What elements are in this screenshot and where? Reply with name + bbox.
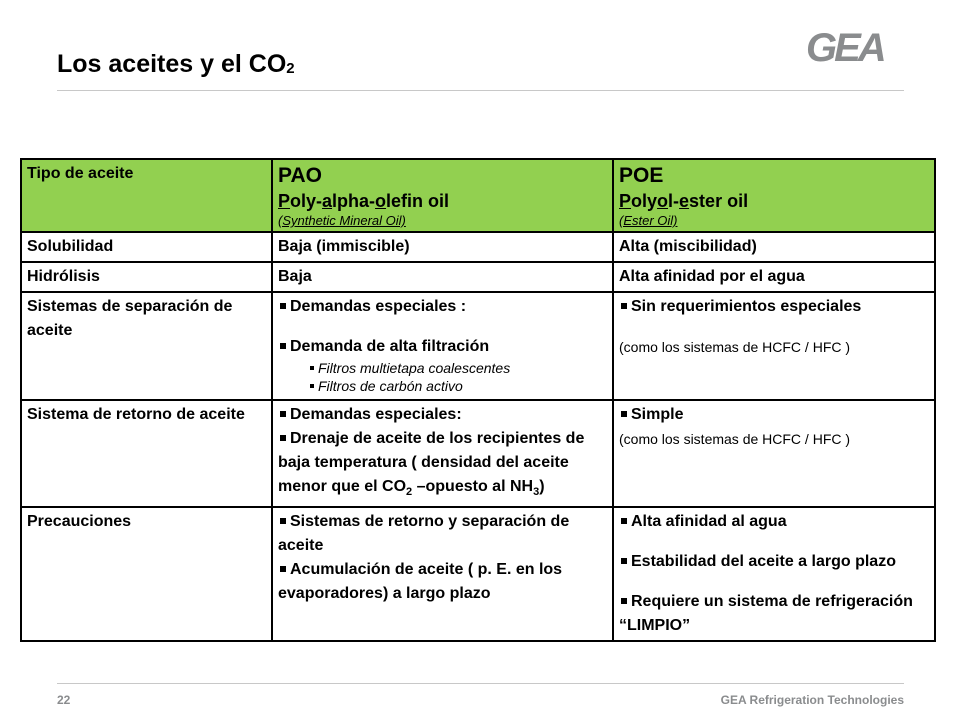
poe-precauciones: Alta afinidad al agua Estabilidad del aceite a largo plazo Requiere un sistema de refrigeración “LIMPIO” bbox=[613, 507, 935, 641]
title-main: Los aceites y el CO bbox=[57, 50, 287, 78]
pao-hidrolisis: Baja bbox=[272, 262, 613, 292]
row-label-precauciones: Precauciones bbox=[21, 507, 272, 641]
pao-abbr: PAO bbox=[278, 164, 322, 187]
table-row bbox=[21, 292, 935, 400]
page-number: 22 bbox=[57, 693, 71, 707]
table-row bbox=[21, 507, 935, 641]
header-poe bbox=[613, 159, 935, 232]
bullet-icon bbox=[621, 518, 627, 524]
poe-abbr: POE bbox=[619, 164, 664, 187]
page-title bbox=[57, 50, 295, 79]
pao-precauciones: Sistemas de retorno y separación de aceite Acumulación de aceite ( p. E. en los evaporadores) a largo plazo bbox=[272, 507, 613, 641]
poe-full-name: Polyol-ester oil bbox=[619, 191, 749, 211]
top-divider bbox=[57, 90, 904, 91]
bullet-icon bbox=[621, 598, 627, 604]
footer-company: GEA Refrigeration Technologies bbox=[720, 693, 904, 707]
oil-comparison-table bbox=[20, 158, 936, 642]
bullet-icon bbox=[280, 303, 286, 309]
bullet-icon bbox=[280, 435, 286, 441]
pao-separacion: Demandas especiales : Demanda de alta filtración Filtros multietapa coalescentes Filtros de carbón activo bbox=[272, 292, 613, 400]
table-row bbox=[21, 262, 935, 292]
pao-retorno: Demandas especiales: Drenaje de aceite de los recipientes de baja temperatura ( densidad del aceite menor que el $CO_2$ –opuesto al $NH_3$) bbox=[272, 400, 613, 507]
bullet-icon bbox=[621, 558, 627, 564]
poe-solubilidad: Alta (miscibilidad) bbox=[613, 232, 935, 262]
poe-note: (Ester Oil) bbox=[619, 213, 678, 228]
bullet-icon bbox=[280, 518, 286, 524]
bullet-icon bbox=[280, 566, 286, 572]
bullet-icon bbox=[280, 411, 286, 417]
bullet-icon bbox=[310, 366, 314, 370]
header-oil-type: Tipo de aceite bbox=[21, 159, 272, 232]
row-label-separacion: Sistemas de separación de aceite bbox=[21, 292, 272, 400]
pao-note: (Synthetic Mineral Oil) bbox=[278, 213, 406, 228]
table-row bbox=[21, 400, 935, 507]
title-subscript: 2 bbox=[286, 60, 295, 77]
poe-retorno: Simple (como los sistemas de HCFC / HFC ) bbox=[613, 400, 935, 507]
gea-logo: GEA bbox=[806, 26, 884, 70]
poe-separacion: Sin requerimientos especiales (como los sistemas de HCFC / HFC ) bbox=[613, 292, 935, 400]
bullet-icon bbox=[621, 303, 627, 309]
bullet-icon bbox=[310, 384, 314, 388]
pao-full-name: Poly-alpha-olefin oil bbox=[278, 191, 450, 211]
header-pao bbox=[272, 159, 613, 232]
row-label-retorno: Sistema de retorno de aceite bbox=[21, 400, 272, 507]
pao-solubilidad: Baja (immiscible) bbox=[272, 232, 613, 262]
table-row bbox=[21, 232, 935, 262]
bullet-icon bbox=[621, 411, 627, 417]
row-label-solubilidad: Solubilidad bbox=[21, 232, 272, 262]
bullet-icon bbox=[280, 343, 286, 349]
poe-hidrolisis: Alta afinidad por el agua bbox=[613, 262, 935, 292]
bottom-divider bbox=[57, 683, 904, 684]
row-label-hidrolisis: Hidrólisis bbox=[21, 262, 272, 292]
table-header-row bbox=[21, 159, 935, 232]
